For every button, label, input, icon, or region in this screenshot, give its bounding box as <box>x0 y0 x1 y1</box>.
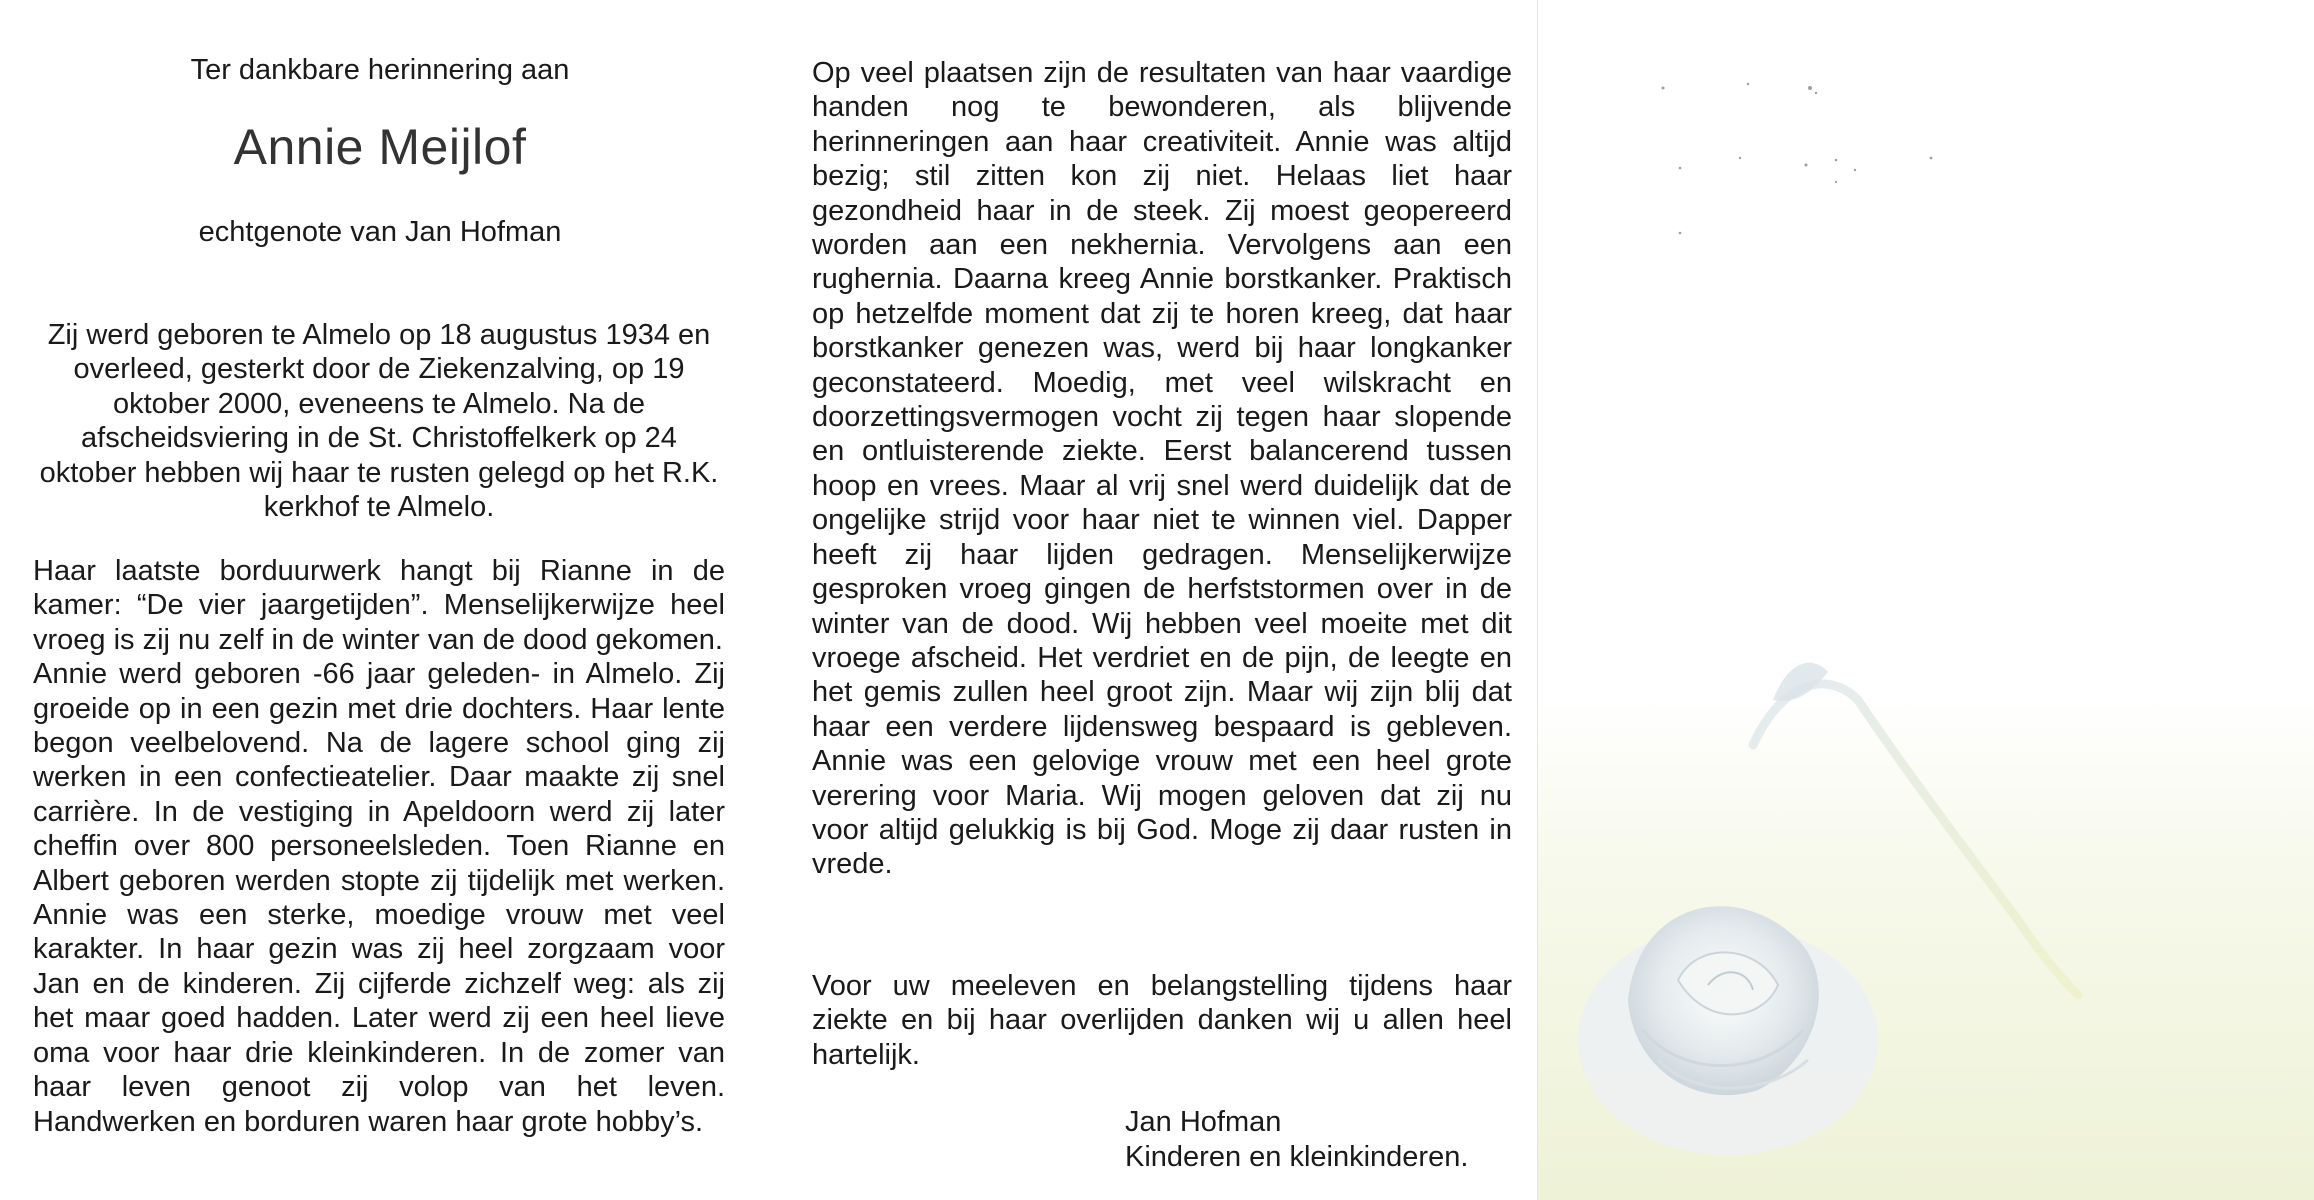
birth-paragraph: Zij werd geboren te Almelo op 18 augustus 1934 en overleed, gesterkt door de Ziekenzalving, op 19 oktober 2000, eveneens te Almelo. Na de afscheidsviering in de St. Christoffelkerk op 24 oktober hebben wij haar te rusten gelegd op het R.K. kerkhof te Almelo. <box>39 319 719 524</box>
signature-family: Kinderen en kleinkinderen. <box>1125 1141 1469 1173</box>
signature-name: Jan Hofman <box>1125 1106 1282 1138</box>
deceased-name: Annie Meijlof <box>233 119 527 175</box>
rose-illustration-panel <box>1538 0 2314 1200</box>
bio-paragraph-1: Haar laatste borduurwerk hangt bij Rianne in de kamer: “De vier jaargetijden”. Menselijkerwijze heel vroeg is zij nu zelf in de winter van de dood gekomen. <box>33 555 725 656</box>
rose-illustration <box>1538 0 2314 1200</box>
signature <box>1125 1105 1525 1175</box>
speckles <box>1662 83 1933 235</box>
rose-bloom <box>1578 906 1878 1155</box>
spouse-line: echtgenote van Jan Hofman <box>198 216 562 248</box>
continuation-paragraph: Op veel plaatsen zijn de resultaten van haar vaardige handen nog te bewonderen, als blijvende herinneringen aan haar creativiteit. Annie was altijd bezig; stil zitten kon zij niet. Helaas liet haar gezondheid haar in de steek. Zij moest geopereerd worden aan een nekhernia. Vervolgens aan een rughernia. Daarna kreeg Annie borstkanker. Praktisch op hetzelfde moment dat zij te horen kreeg, dat haar borstkanker genezen was, werd bij haar longkanker geconstateerd. Moedig, met veel wilskracht en doorzettingsvermogen vocht zij tegen haar slopende en ontluisterende ziekte. Eerst balancerend tussen hoop en vrees. Maar al vrij snel werd duidelijk dat de ongelijke strijd voor haar niet te winnen viel. Dapper heeft zij haar lijden gedragen. Menselijkerwijze gesproken vroeg gingen de herfststormen over in de winter van de dood. Wij hebben veel moeite met dit vroege afscheid. Het verdriet en de pijn, de leegte en het gemis zullen heel groot zijn. Maar wij zijn blij dat haar een verdere lijdensweg bespaard is gebleven. Annie was een gelovige vrouw met een heel grote verering voor Maria. Wij mogen geloven dat zij nu voor altijd gelukkig is bij God. Moge zij daar rusten in vrede. <box>812 57 1512 881</box>
bio-paragraph-2: Annie werd geboren -66 jaar geleden- in Almelo. Zij groeide op in een gezin met drie dochters. Haar lente begon veelbelovend. Na de lagere school ging zij werken in een confectieatelier. Daar maakte zij snel carrière. In de vestiging in Apeldoorn werd zij later cheffin over 800 personeelsleden. Toen Rianne en Albert geboren werden stopte zij tijdelijk met werken. Annie was een sterke, moedige vrouw met veel karakter. In haar gezin was zij heel zorgzaam voor Jan en de kinderen. Zij cijferde zichzelf weg: als zij het maar goed hadden. Later werd zij een heel lieve oma voor haar drie kleinkinderen. In de zomer van haar leven genoot zij volop van het leven. Handwerken en borduren waren haar grote hobby’s. <box>33 658 725 1138</box>
thanks-paragraph: Voor uw meeleven en belangstelling tijdens haar ziekte en bij haar overlijden danken wij u allen heel hartelijk. <box>812 970 1512 1071</box>
intro-heading: Ter dankbare herinnering aan <box>190 54 570 86</box>
biography <box>33 554 725 1139</box>
